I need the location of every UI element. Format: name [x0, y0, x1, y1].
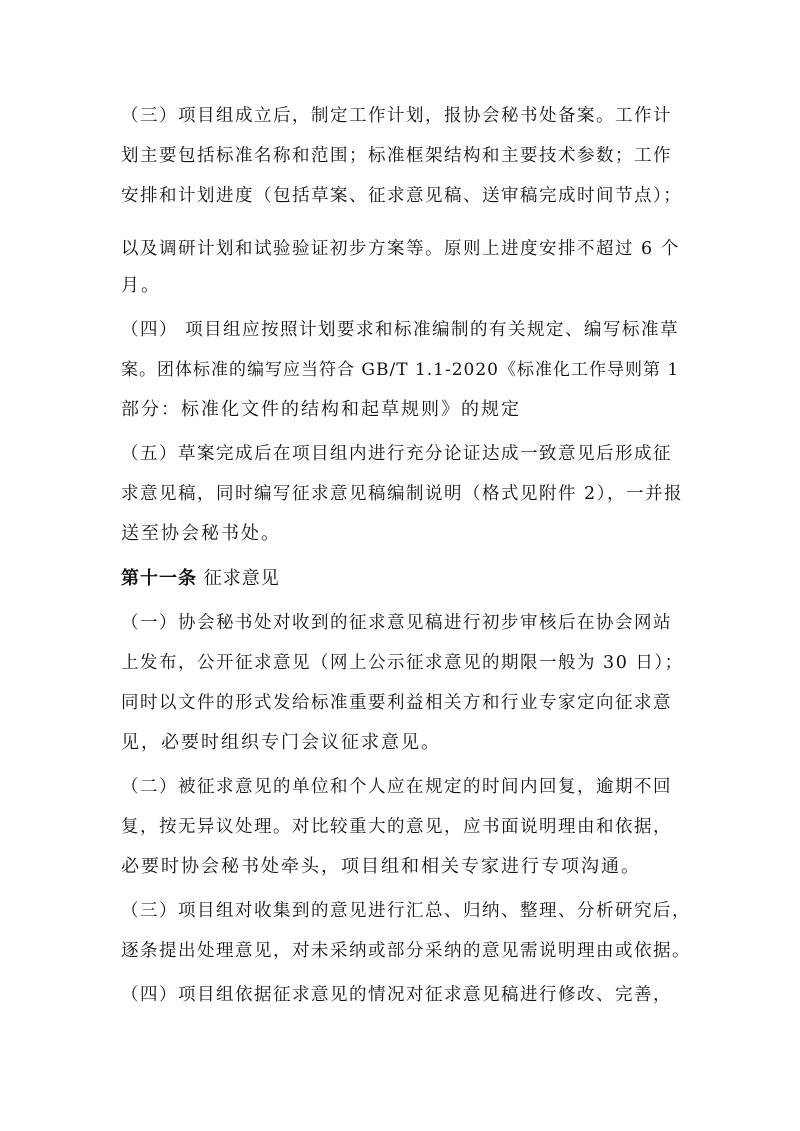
- paragraph-line: 复，按无异议处理。对比较重大的意见，应书面说明理由和依据，: [121, 817, 672, 837]
- paragraph-line: 送至协会秘书处。: [121, 523, 281, 544]
- paragraph-line: 必要时协会秘书处牵头，项目组和相关专家进行专项沟通。: [121, 856, 641, 877]
- paragraph-line: 上发布，公开征求意见（网上公示征求意见的期限一般为 30 日）；: [121, 653, 684, 673]
- paragraph-line: （一）协会秘书处对收到的征求意见稿进行初步审核后在协会网站: [121, 613, 672, 633]
- paragraph-line: 逐条提出处理意见，对未采纳或部分采纳的意见需说明理由或依据。: [121, 941, 691, 961]
- article-number: 第十一条: [121, 568, 197, 589]
- article-title: 征求意见: [197, 568, 280, 589]
- paragraph-line: （四）项目组依据征求意见的情况对征求意见稿进行修改、完善，: [121, 985, 672, 1005]
- paragraph-line: 部分：标准化文件的结构和起草规则》的规定: [121, 399, 521, 420]
- paragraph-line: 求意见稿，同时编写征求意见稿编制说明（格式见附件 2），一并报: [121, 484, 683, 504]
- article-heading: [121, 566, 691, 592]
- paragraph-line: 以及调研计划和试验验证初步方案等。原则上进度安排不超过 6 个: [121, 239, 680, 259]
- paragraph-line: （三）项目组成立后，制定工作计划，报协会秘书处备案。工作计: [121, 106, 672, 126]
- paragraph-line: 月。: [121, 275, 161, 296]
- paragraph-line: 划主要包括标准名称和范围；标准框架结构和主要技术参数；工作: [121, 146, 672, 166]
- paragraph-line: （五）草案完成后在项目组内进行充分论证达成一致意见后形成征: [121, 444, 672, 464]
- paragraph-line: 安排和计划进度（包括草案、征求意见稿、送审稿完成时间节点）；: [121, 186, 683, 206]
- paragraph-line: （四） 项目组应按照计划要求和标准编制的有关规定、编写标准草: [121, 320, 680, 340]
- paragraph-line: 案。团体标准的编写应当符合 GB/T 1.1-2020《标准化工作导则第 1: [121, 360, 680, 380]
- paragraph-line: （三）项目组对收集到的意见进行汇总、归纳、整理、分析研究后，: [121, 901, 691, 921]
- paragraph-line: （二）被征求意见的单位和个人应在规定的时间内回复，逾期不回: [121, 777, 672, 797]
- paragraph-line: 同时以文件的形式发给标准重要利益相关方和行业专家定向征求意: [121, 693, 672, 713]
- paragraph-line: 见，必要时组织专门会议征求意见。: [121, 732, 441, 753]
